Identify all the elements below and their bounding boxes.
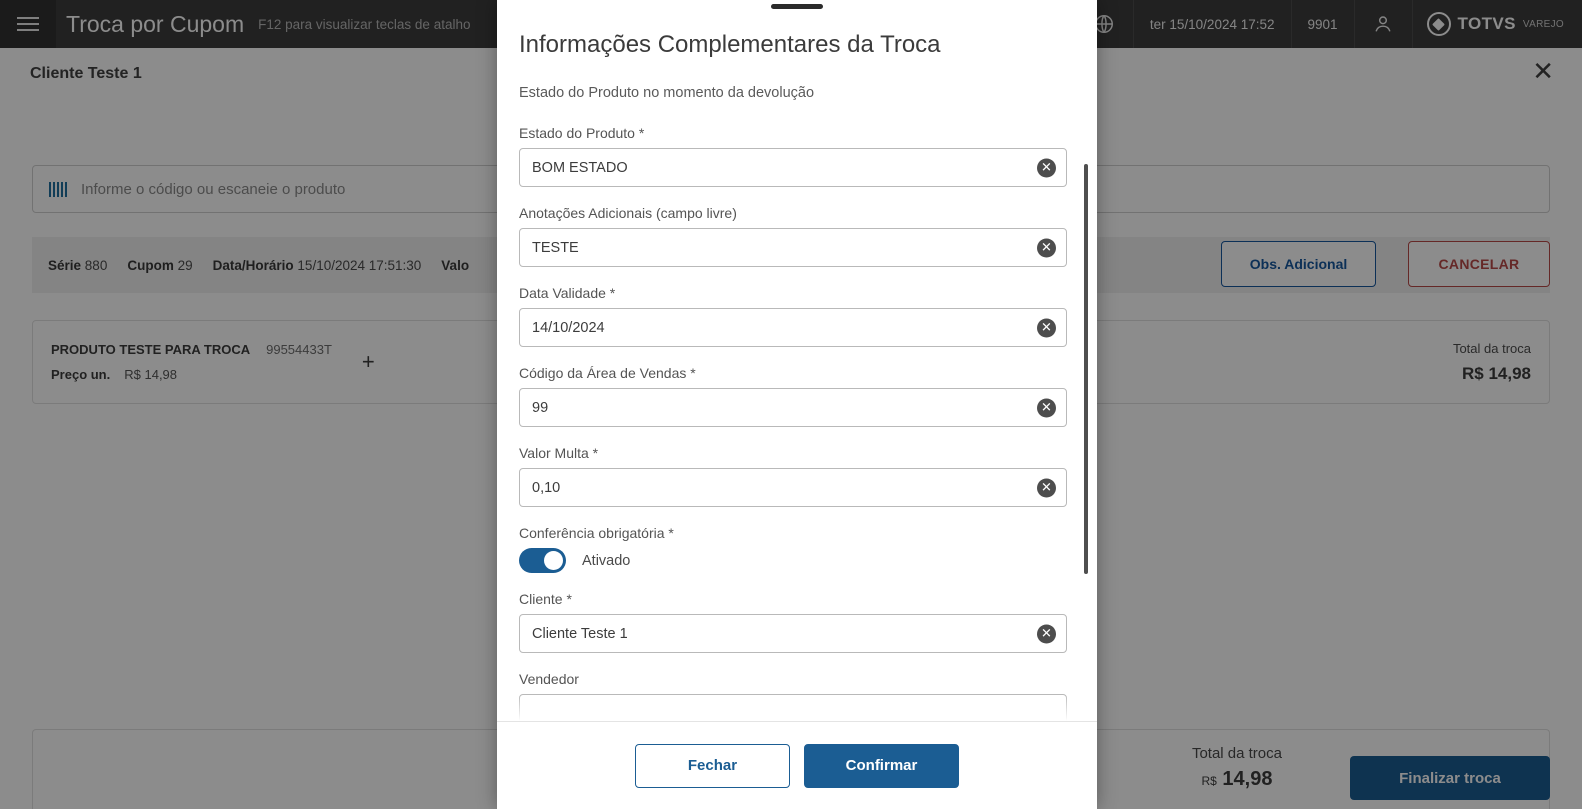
- clear-icon[interactable]: ✕: [1037, 624, 1056, 643]
- vendedor-input[interactable]: [519, 694, 1067, 721]
- product-price-label: Preço un.: [51, 367, 111, 382]
- field-conferencia-obrigatoria: [519, 525, 1067, 573]
- field-data-validade: [519, 285, 1067, 347]
- dialog-body: [497, 9, 1097, 721]
- field-label: Data Validade *: [519, 285, 616, 301]
- field-label: Valor Multa *: [519, 445, 599, 461]
- clear-icon[interactable]: ✕: [1037, 238, 1056, 257]
- dialog-scrollbar[interactable]: [1084, 164, 1088, 574]
- footer-total-label: Total da troca: [1191, 745, 1282, 762]
- shortcut-hint: F12 para visualizar teclas de atalho: [258, 16, 471, 32]
- page-title: Troca por Cupom: [66, 10, 245, 37]
- clear-icon[interactable]: ✕: [1037, 158, 1056, 177]
- field-label: Cliente *: [519, 591, 572, 607]
- datahora-value: 15/10/2024 17:51:30: [297, 257, 422, 273]
- field-label: Código da Área de Vendas *: [519, 365, 696, 381]
- brand-subtitle: VAREJO: [1522, 18, 1564, 30]
- anotacoes-adicionais-input[interactable]: [519, 228, 1067, 267]
- field-anotacoes-adicionais: [519, 205, 1067, 267]
- terminal-number: 9901: [1291, 0, 1354, 48]
- valor-label: Valo: [441, 257, 470, 273]
- complementary-info-dialog: [497, 0, 1097, 809]
- field-cliente: [519, 591, 1067, 653]
- field-value: 0,10: [532, 479, 561, 496]
- close-icon[interactable]: ✕: [1532, 56, 1554, 86]
- client-name: Cliente Teste 1: [30, 65, 142, 82]
- datahora-label: Data/Horário: [212, 257, 294, 273]
- cancelar-button[interactable]: CANCELAR: [1408, 241, 1550, 287]
- product-total-label: Total da troca: [1452, 340, 1531, 356]
- field-label: Conferência obrigatória *: [519, 525, 674, 541]
- footer-total-amount: 14,98: [1222, 768, 1273, 790]
- codigo-area-vendas-input[interactable]: [519, 388, 1067, 427]
- obs-adicional-button[interactable]: Obs. Adicional: [1221, 241, 1376, 287]
- toggle-knob: [544, 551, 563, 570]
- brand-name: TOTVS: [1457, 14, 1516, 33]
- field-label: Estado do Produto *: [519, 125, 645, 141]
- datetime-display: ter 15/10/2024 17:52: [1133, 0, 1291, 48]
- data-validade-input[interactable]: [519, 308, 1067, 347]
- toggle-state-label: Ativado: [582, 552, 631, 569]
- product-code: 99554433T: [266, 342, 332, 357]
- field-label: Vendedor: [519, 671, 579, 687]
- clear-icon[interactable]: ✕: [1037, 478, 1056, 497]
- product-name: PRODUTO TESTE PARA TROCA: [51, 342, 251, 357]
- cupom-value: 29: [177, 257, 193, 273]
- field-vendedor: [519, 671, 1067, 721]
- toggle-row: [519, 548, 1067, 573]
- dialog-title: Informações Complementares da Troca: [519, 31, 941, 58]
- field-valor-multa: [519, 445, 1067, 507]
- cliente-input[interactable]: [519, 614, 1067, 653]
- field-value: TESTE: [532, 239, 579, 256]
- finalizar-troca-button[interactable]: Finalizar troca: [1350, 756, 1550, 800]
- footer-total-currency: R$: [1201, 774, 1217, 788]
- field-estado-produto: [519, 125, 1067, 187]
- dialog-footer: [497, 721, 1097, 809]
- field-value: Cliente Teste 1: [532, 625, 628, 642]
- conferencia-obrigatoria-toggle[interactable]: [519, 548, 566, 573]
- clear-icon[interactable]: ✕: [1037, 398, 1056, 417]
- field-value: BOM ESTADO: [532, 159, 628, 176]
- estado-produto-input[interactable]: [519, 148, 1067, 187]
- field-codigo-area-vendas: [519, 365, 1067, 427]
- increase-quantity-button[interactable]: +: [361, 349, 375, 374]
- clear-icon[interactable]: ✕: [1037, 318, 1056, 337]
- cupom-label: Cupom: [127, 257, 174, 273]
- serie-value: 880: [84, 257, 108, 273]
- valor-multa-input[interactable]: [519, 468, 1067, 507]
- search-input[interactable]: Informe o código ou escaneie o produto: [81, 180, 346, 198]
- field-value: 14/10/2024: [532, 319, 605, 336]
- field-label: Anotações Adicionais (campo livre): [519, 205, 737, 221]
- dialog-section-note: Estado do Produto no momento da devolução: [519, 85, 815, 101]
- fechar-button[interactable]: Fechar: [635, 744, 790, 788]
- field-value: 99: [532, 399, 549, 416]
- confirmar-button[interactable]: Confirmar: [804, 744, 959, 788]
- product-price-value: R$ 14,98: [124, 367, 178, 382]
- serie-label: Série: [48, 257, 82, 273]
- product-total-value: R$ 14,98: [1462, 363, 1531, 383]
